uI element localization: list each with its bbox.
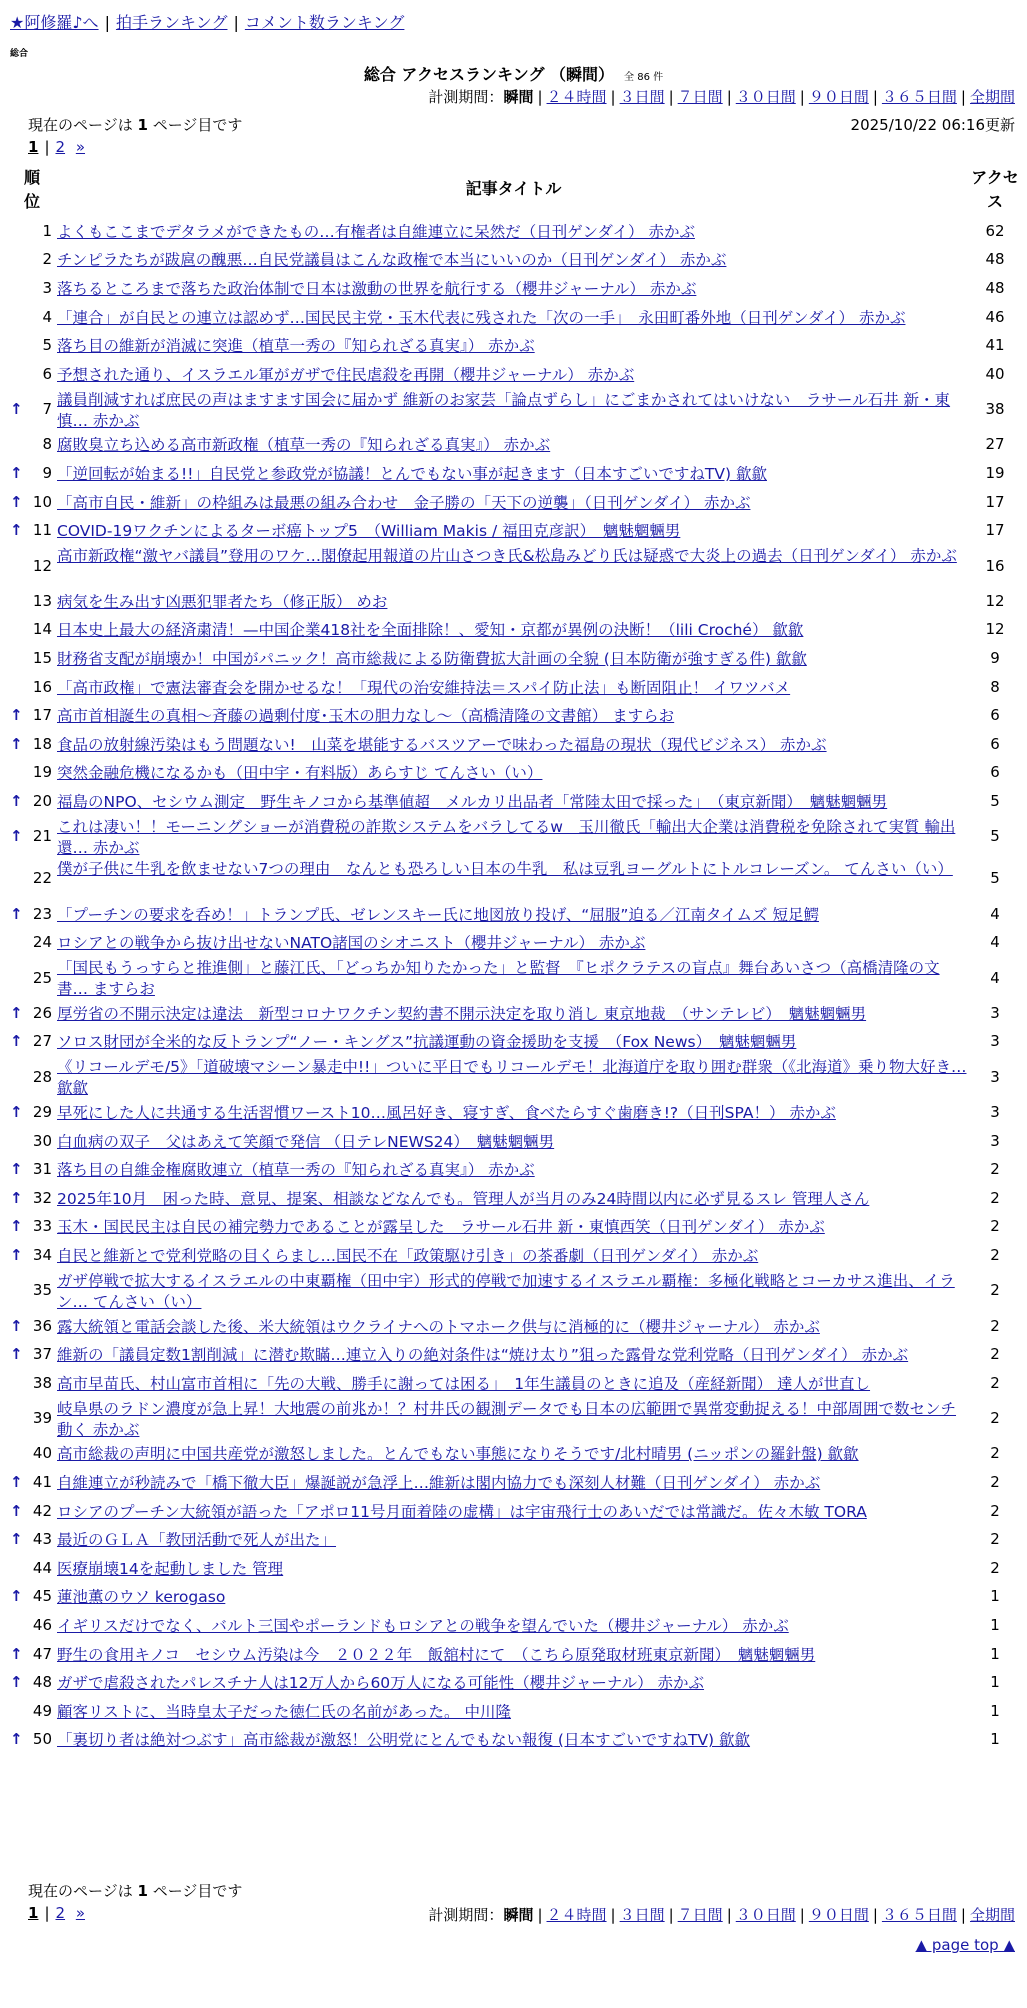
ranking-title: 総合 アクセスランキング （瞬間） — [363, 65, 615, 84]
rank-number: 26 — [32, 1003, 52, 1022]
access-count: 6 — [990, 734, 1000, 753]
access-count: 41 — [985, 336, 1005, 355]
access-count: 1 — [990, 1673, 1000, 1692]
table-row — [0, 958, 1027, 1000]
access-count: 17 — [985, 521, 1005, 540]
article-title-link[interactable]: 2025年10月 困った時、意見、提案、相談などなんでも。管理人が当月のみ24時間以内に必ず見るスレ 管理人さん — [57, 1189, 870, 1208]
table-row — [0, 1727, 1027, 1756]
up-arrow-icon: ↑ — [10, 1032, 23, 1051]
period-separator: | — [960, 1906, 966, 1924]
period-option[interactable]: ９０日間 — [808, 88, 869, 106]
rank-number: 47 — [32, 1644, 52, 1663]
table-row — [0, 1271, 1027, 1313]
article-title-link[interactable]: ガザで虐殺されたパレスチナ人は12万人から60万人になる可能性（櫻井ジャーナル） 赤かぶ — [57, 1674, 705, 1693]
page-title — [0, 62, 1027, 85]
rank-number: 30 — [32, 1131, 52, 1150]
rank-number: 5 — [42, 336, 52, 355]
table-row — [0, 1370, 1027, 1399]
rank-number: 38 — [32, 1373, 52, 1392]
article-title-link[interactable]: チンピラたちが跋扈の醜悪…自民党議員はこんな政権で本当にいいのか（日刊ゲンダイ） 赤かぶ — [57, 251, 727, 270]
table-row — [0, 517, 1027, 546]
rank-number: 46 — [32, 1615, 52, 1634]
access-count: 2 — [990, 1345, 1000, 1364]
rank-number: 34 — [32, 1245, 52, 1264]
rank-number: 23 — [32, 904, 52, 923]
table-row — [0, 1341, 1027, 1370]
article-title-link[interactable]: 玉木・国民民主は自民の補完勢力であることが露呈した ラサール石井 新・東慎西笑（日刊ゲンダイ） 赤かぶ — [57, 1218, 825, 1237]
up-arrow-icon: ↑ — [10, 1316, 23, 1335]
access-count: 2 — [990, 1281, 1000, 1300]
table-row — [0, 218, 1027, 247]
access-count: 38 — [985, 400, 1005, 419]
rank-number: 15 — [32, 648, 52, 667]
table-row — [0, 1099, 1027, 1128]
access-count: 4 — [990, 904, 1000, 923]
access-count: 6 — [990, 763, 1000, 782]
column-access-header: アクセス — [971, 168, 1019, 211]
table-row — [0, 788, 1027, 817]
period-label: 計測期間： — [428, 1906, 504, 1924]
period-separator: | — [610, 1906, 616, 1924]
rank-number: 17 — [32, 706, 52, 725]
up-arrow-icon: ↑ — [10, 734, 23, 753]
pager-current-page: 1 — [28, 138, 39, 156]
article-title-link[interactable]: 腐敗臭立ち込める高市新政権（植草一秀の『知られざる真実』） 赤かぶ — [57, 436, 551, 455]
table-row — [0, 1029, 1027, 1058]
period-option[interactable]: ７日間 — [677, 88, 723, 106]
rank-number: 42 — [32, 1501, 52, 1520]
access-count: 5 — [990, 869, 1000, 888]
period-separator: | — [726, 1906, 732, 1924]
article-title-link[interactable]: ソロス財団が全米的な反トランプ“ノー・キングス”抗議運動の資金援助を支援 （Fox News） 魑魅魍魎男 — [57, 1033, 797, 1052]
table-row — [0, 1441, 1027, 1470]
up-arrow-icon: ↑ — [10, 1160, 23, 1179]
article-title-link[interactable]: イギリスだけでなく、バルト三国やポーランドもロシアとの戦争を望んでいた（櫻井ジャーナル） 赤かぶ — [57, 1616, 789, 1635]
period-label: 計測期間： — [428, 88, 504, 106]
table-row — [0, 247, 1027, 276]
article-title-link[interactable]: よくもここまでデタラメができたもの…有権者は自維連立に呆然だ（日刊ゲンダイ） 赤かぶ — [57, 222, 695, 241]
table-row — [0, 1669, 1027, 1698]
rank-number: 21 — [32, 827, 52, 846]
up-arrow-icon: ↑ — [10, 1102, 23, 1121]
access-count: 2 — [990, 1245, 1000, 1264]
table-row — [0, 1469, 1027, 1498]
column-title-header: 記事タイトル — [465, 179, 562, 198]
article-title-link[interactable]: 議員削減すれば庶民の声はますます国会に届かず 維新のお家芸「論点ずらし」にごまかされてはいけない ラサール石井 新・東慎… 赤かぶ — [57, 390, 951, 430]
period-separator: | — [799, 1906, 805, 1924]
access-count: 2 — [990, 1316, 1000, 1335]
access-count: 2 — [990, 1409, 1000, 1428]
access-count: 2 — [990, 1188, 1000, 1207]
applause-ranking-link[interactable]: 拍手ランキング — [115, 13, 228, 32]
access-count: 1 — [990, 1615, 1000, 1634]
access-count: 40 — [985, 364, 1005, 383]
article-title-link[interactable]: 落ち目の自維金権腐敗連立（植草一秀の『知られざる真実』） 赤かぶ — [57, 1161, 535, 1180]
access-count: 4 — [990, 968, 1000, 987]
pager-page-2[interactable]: 2 — [55, 1904, 66, 1922]
period-option[interactable]: ９０日間 — [808, 1906, 869, 1924]
period-option[interactable]: ７日間 — [677, 1906, 723, 1924]
rank-number: 9 — [42, 463, 52, 482]
up-arrow-icon: ↑ — [10, 492, 23, 511]
pager-separator: | — [44, 138, 50, 156]
period-current: 瞬間 — [503, 1906, 534, 1924]
table-row — [0, 1498, 1027, 1527]
table-row — [0, 1399, 1027, 1441]
current-page-prefix: 現在のページは — [28, 1882, 133, 1900]
up-arrow-icon: ↑ — [10, 1003, 23, 1022]
article-title-link[interactable]: 白血病の双子 父はあえて笑顔で発信 （日テレNEWS24） 魑魅魍魎男 — [57, 1132, 555, 1151]
article-title-link[interactable]: 突然金融危機になるかも（田中宇・有料版）あらすじ てんさい（い） — [57, 764, 543, 783]
table-row — [0, 760, 1027, 789]
current-page-number: 1 — [137, 116, 148, 134]
rank-number: 50 — [32, 1730, 52, 1749]
article-title-link[interactable]: 僕が子供に牛乳を飲ませない7つの理由 なんとも恐ろしい日本の牛乳 私は豆乳ヨーグルトにトルコレーズン。 てんさい（い） — [57, 859, 953, 878]
rank-number: 43 — [32, 1530, 52, 1549]
period-option[interactable]: ２４時間 — [546, 88, 607, 106]
access-count: 48 — [985, 278, 1005, 297]
period-separator: | — [537, 88, 543, 106]
up-arrow-icon: ↑ — [10, 1530, 23, 1549]
up-arrow-icon: ↑ — [10, 1644, 23, 1663]
current-page-suffix: ページ目です — [152, 116, 243, 134]
rank-number: 35 — [32, 1281, 52, 1300]
up-arrow-icon: ↑ — [10, 706, 23, 725]
table-row — [0, 1526, 1027, 1555]
rank-number: 28 — [32, 1067, 52, 1086]
period-option[interactable]: ３６５日間 — [881, 88, 957, 106]
period-option[interactable]: ３０日間 — [735, 88, 796, 106]
access-count: 2 — [990, 1160, 1000, 1179]
rank-number: 40 — [32, 1444, 52, 1463]
up-arrow-icon: ↑ — [10, 827, 23, 846]
access-count: 2 — [990, 1530, 1000, 1549]
up-arrow-icon: ↑ — [10, 1345, 23, 1364]
access-count: 46 — [985, 307, 1005, 326]
rank-number: 39 — [32, 1409, 52, 1428]
article-title-link[interactable]: 蓮池薫のウソ kerogaso — [57, 1588, 226, 1607]
article-title-link[interactable]: 福島のNPO、セシウム測定 野生キノコから基準値超 メルカリ出品者「常陸太田で採った」 （東京新聞） 魑魅魍魎男 — [57, 792, 888, 811]
table-row — [0, 1242, 1027, 1271]
access-count: 2 — [990, 1558, 1000, 1577]
access-count: 1 — [990, 1701, 1000, 1720]
column-rank-header: 順位 — [23, 168, 40, 211]
article-title-link[interactable]: 厚労省の不開示決定は違法 新型コロナワクチン契約書不開示決定を取り消し 東京地裁 （サンテレビ） 魑魅魍魎男 — [57, 1004, 867, 1023]
article-title-link[interactable]: 「高市自民・維新」の枠組みは最悪の組み合わせ 金子勝の「天下の逆襲」（日刊ゲンダイ） 赤かぶ — [57, 493, 751, 512]
home-link[interactable]: ★阿修羅♪へ — [10, 13, 99, 32]
up-arrow-icon: ↑ — [10, 1673, 23, 1692]
article-title-link[interactable]: 露大統領と電話会談した後、米大統領はウクライナへのトマホーク供与に消極的に（櫻井ジャーナル） 赤かぶ — [57, 1317, 820, 1336]
up-arrow-icon: ↑ — [10, 1472, 23, 1491]
up-arrow-icon: ↑ — [10, 1587, 23, 1606]
rank-number: 48 — [32, 1673, 52, 1692]
period-current: 瞬間 — [503, 88, 534, 106]
table-row — [0, 859, 1027, 901]
table-row — [0, 390, 1027, 432]
article-title-link[interactable]: ガザ停戦で拡大するイスラエルの中東覇権（田中宇）形式的停戦で加速するイスラエル覇権：多極化戦略とコーカサス進出、イラン… てんさい（い） — [57, 1271, 955, 1311]
rank-number: 25 — [32, 968, 52, 987]
article-title-link[interactable]: これは凄い！！モーニングショーが消費税の詐欺システムをバラしてるw 玉川徹氏「輸出大企業は消費税を免除されて実質 輸出還… 赤かぶ — [57, 817, 956, 857]
period-option[interactable]: ３０日間 — [735, 1906, 796, 1924]
article-title-link[interactable]: 落ちるところまで落ちた政治体制で日本は激動の世界を航行する（櫻井ジャーナル） 赤かぶ — [57, 279, 697, 298]
table-row — [0, 617, 1027, 646]
article-title-link[interactable]: 高市総裁の声明に中国共産党が激怒しました。とんでもない事態になりそうです/北村晴男 (ニッポンの羅針盤) 歙歙 — [57, 1445, 859, 1464]
rank-number: 7 — [42, 400, 52, 419]
article-title-link[interactable]: 「裏切り者は絶対つぶす」高市総裁が激怒！公明党にとんでもない報復 (日本すごいですねTV) 歙歙 — [57, 1731, 751, 1750]
up-arrow-icon: ↑ — [10, 1217, 23, 1236]
article-title-link[interactable]: 早死にした人に共通する生活習慣ワースト10…風呂好き、寝すぎ、食べたらすぐ歯磨き!?（日刊SPA！） 赤かぶ — [57, 1103, 836, 1122]
up-arrow-icon: ↑ — [10, 1501, 23, 1520]
table-row — [0, 1185, 1027, 1214]
up-arrow-icon: ↑ — [10, 1188, 23, 1207]
article-title-link[interactable]: 最近のＧＬＡ「教団活動で死人が出た」 — [57, 1531, 337, 1550]
total-count: 全 86 件 — [624, 72, 664, 83]
up-arrow-icon: ↑ — [10, 400, 23, 419]
access-count: 27 — [985, 435, 1005, 454]
article-title-link[interactable]: 食品の放射線汚染はもう問題ない! 山菜を堪能するバスツアーで味わった福島の現状（現代ビジネス） 赤かぶ — [57, 735, 827, 754]
rank-number: 2 — [42, 250, 52, 269]
article-title-link[interactable]: 顧客リストに、当時皇太子だった徳仁氏の名前があった。 中川隆 — [57, 1702, 511, 1721]
nav-separator: | — [104, 13, 110, 32]
period-selector-bottom — [428, 1904, 1015, 1925]
access-count: 4 — [990, 933, 1000, 952]
access-count: 3 — [990, 1003, 1000, 1022]
access-count: 1 — [990, 1644, 1000, 1663]
table-row — [0, 645, 1027, 674]
rank-number: 18 — [32, 734, 52, 753]
access-count: 1 — [990, 1730, 1000, 1749]
access-count: 2 — [990, 1217, 1000, 1236]
article-title-link[interactable]: ロシアとの戦争から抜け出せないNATO諸国のシオニスト（櫻井ジャーナル） 赤かぶ — [57, 934, 646, 953]
article-title-link[interactable]: 岐阜県のラドン濃度が急上昇！大地震の前兆か！？村井氏の観測データでも日本の広範囲で異常変動捉える！中部周囲で数センチ動く 赤かぶ — [57, 1399, 957, 1439]
period-separator: | — [726, 88, 732, 106]
access-count: 12 — [985, 591, 1005, 610]
rank-number: 6 — [42, 364, 52, 383]
nav-separator: | — [233, 13, 239, 32]
period-option[interactable]: 全期間 — [969, 88, 1015, 106]
article-title-link[interactable]: 病気を生み出す凶悪犯罪者たち（修正版） めお — [57, 592, 388, 611]
table-row — [0, 817, 1027, 859]
table-row — [0, 304, 1027, 333]
access-count: 8 — [990, 677, 1000, 696]
access-count: 2 — [990, 1472, 1000, 1491]
up-arrow-icon: ↑ — [10, 791, 23, 810]
rank-number: 1 — [42, 221, 52, 240]
table-row — [0, 332, 1027, 361]
access-count: 9 — [990, 648, 1000, 667]
period-separator: | — [872, 1906, 878, 1924]
table-row — [0, 361, 1027, 390]
rank-number: 29 — [32, 1102, 52, 1121]
article-title-link[interactable]: 「連合」が自民との連立は認めず…国民民主党・玉木代表に残された「次の一手」 永田町番外地（日刊ゲンダイ） 赤かぶ — [57, 308, 906, 327]
rank-number: 13 — [32, 591, 52, 610]
article-title-link[interactable]: 自民と維新とで党利党略の目くらまし…国民不在「政策駆け引き」の茶番劇（日刊ゲンダイ） 赤かぶ — [57, 1246, 759, 1265]
table-row — [0, 432, 1027, 461]
rank-number: 41 — [32, 1472, 52, 1491]
up-arrow-icon: ↑ — [10, 904, 23, 923]
rank-number: 27 — [32, 1032, 52, 1051]
access-count: 5 — [990, 791, 1000, 810]
comment-ranking-link[interactable]: コメント数ランキング — [244, 13, 405, 32]
rank-number: 33 — [32, 1217, 52, 1236]
category-label: 総合 — [10, 49, 29, 59]
table-row — [0, 275, 1027, 304]
article-title-link[interactable]: COVID-19ワクチンによるターボ癌トップ5 （William Makis / 福田克彦訳） 魑魅魍魎男 — [57, 522, 681, 541]
article-title-link[interactable]: 「プーチンの要求を呑め！」トランプ氏、ゼレンスキー氏に地図放り投げ、“屈服”迫る／江南タイムズ 短足鰐 — [57, 905, 819, 924]
article-title-link[interactable]: 高市新政権“激ヤバ議員”登用のワケ…閣僚起用報道の片山さつき氏&松島みどり氏は疑惑で大炎上の過去（日刊ゲンダイ） 赤かぶ — [57, 547, 957, 565]
rank-number: 36 — [32, 1316, 52, 1335]
access-count: 12 — [985, 620, 1005, 639]
rank-number: 14 — [32, 620, 52, 639]
up-arrow-icon: ↑ — [10, 1245, 23, 1264]
access-count: 3 — [990, 1102, 1000, 1121]
article-title-link[interactable]: 予想された通り、イスラエル軍がガザで住民虐殺を再開（櫻井ジャーナル） 赤かぶ — [57, 365, 635, 384]
rank-number: 45 — [32, 1587, 52, 1606]
pager-next-link[interactable]: » — [75, 138, 86, 156]
rank-number: 32 — [32, 1188, 52, 1207]
table-row — [0, 1000, 1027, 1029]
pager-next-link[interactable]: » — [75, 1904, 86, 1922]
article-title-link[interactable]: 野生の食用キノコ セシウム汚染は今 ２０２２年 飯舘村にて （こちら原発取材班東京新聞） 魑魅魍魎男 — [57, 1645, 816, 1664]
article-title-link[interactable]: 「国民もうっすらと推進側」と藤江氏、「どっちか知りたかった」と監督 『ヒポクラテスの盲点』舞台あいさつ（高橋清隆の文書… ますらお — [57, 959, 940, 998]
rank-number: 19 — [32, 763, 52, 782]
pager-page-2[interactable]: 2 — [55, 138, 66, 156]
access-count: 5 — [990, 827, 1000, 846]
period-separator: | — [668, 1906, 674, 1924]
article-title-link[interactable]: 維新の「議員定数1割削減」に潜む欺瞞…連立入りの絶対条件は“焼け太り”狙った露骨な党利党略（日刊ゲンダイ） 赤かぶ — [57, 1346, 909, 1365]
table-row — [0, 674, 1027, 703]
article-title-link[interactable]: 高市早苗氏、村山富市首相に「先の大戦、勝手に謝っては困る」 1年生議員のときに追及（産経新聞） 達人が世直し — [57, 1374, 871, 1393]
period-separator: | — [799, 88, 805, 106]
access-count: 2 — [990, 1501, 1000, 1520]
table-row — [0, 546, 1027, 588]
table-row — [0, 1698, 1027, 1727]
access-count: 62 — [985, 221, 1005, 240]
access-count: 1 — [990, 1587, 1000, 1606]
rank-number: 31 — [32, 1160, 52, 1179]
period-option[interactable]: ３日間 — [619, 1906, 665, 1924]
rank-number: 3 — [42, 278, 52, 297]
access-count: 16 — [985, 556, 1005, 575]
table-row — [0, 489, 1027, 518]
rank-number: 4 — [42, 307, 52, 326]
rank-number: 44 — [32, 1558, 52, 1577]
rank-number: 37 — [32, 1345, 52, 1364]
access-count: 2 — [990, 1444, 1000, 1463]
current-page-number: 1 — [137, 1882, 148, 1900]
table-row — [0, 1584, 1027, 1613]
rank-number: 11 — [32, 521, 52, 540]
period-option[interactable]: ２４時間 — [546, 1906, 607, 1924]
article-title-link[interactable]: 日本史上最大の経済粛清！—中国企業418社を全面排除！、愛知・京都が異例の決断！（lili Croché） 歙歙 — [57, 621, 804, 640]
rank-number: 10 — [32, 492, 52, 511]
period-separator: | — [872, 88, 878, 106]
table-row — [0, 1313, 1027, 1342]
access-count: 48 — [985, 250, 1005, 269]
up-arrow-icon: ↑ — [10, 463, 23, 482]
access-count: 3 — [990, 1131, 1000, 1150]
rank-number: 49 — [32, 1701, 52, 1720]
article-title-link[interactable]: 財務省支配が崩壊か！中国がパニック！高市総裁による防衛費拡大計画の全貌 (日本防衛が強すぎる件) 歙歙 — [57, 649, 807, 668]
access-count: 3 — [990, 1067, 1000, 1086]
access-count: 19 — [985, 463, 1005, 482]
table-row — [0, 731, 1027, 760]
current-page-info-bottom — [28, 1880, 242, 1901]
table-row — [0, 1555, 1027, 1584]
article-title-link[interactable]: 落ち目の維新が消滅に突進（植草一秀の『知られざる真実』） 赤かぶ — [57, 337, 535, 356]
article-title-link[interactable]: 《リコールデモ/5》「道破壊マシーン暴走中!!」ついに平日でもリコールデモ！北海道庁を取り囲む群衆（《北海道》乗り物大好き… 歙歙 — [57, 1058, 967, 1098]
pager-top — [28, 138, 85, 156]
access-count: 2 — [990, 1373, 1000, 1392]
access-count: 6 — [990, 706, 1000, 725]
table-row — [0, 1057, 1027, 1099]
article-title-link[interactable]: 「逆回転が始まる!!」自民党と参政党が協議！とんでもない事が起きます（日本すごいですねTV) 歙歙 — [57, 464, 767, 483]
rank-number: 22 — [32, 869, 52, 888]
table-row — [0, 460, 1027, 489]
current-page-suffix: ページ目です — [152, 1882, 243, 1900]
period-separator: | — [610, 88, 616, 106]
top-nav — [10, 10, 404, 33]
article-title-link[interactable]: 高市首相誕生の真相〜斉藤の過剰付度･玉木の胆力なし〜（高橋清隆の文書館） ますらお — [57, 707, 675, 726]
period-selector-top — [428, 86, 1015, 107]
table-row — [0, 1128, 1027, 1157]
rank-number: 16 — [32, 677, 52, 696]
period-option[interactable]: 全期間 — [969, 1906, 1015, 1924]
article-title-link[interactable]: 医療崩壊14を起動しました 管理 — [57, 1559, 284, 1578]
article-title-link[interactable]: 自維連立が秒読みで「橋下徹大臣」爆誕説が急浮上…維新は閣内協力でも深刻人材難（日刊ゲンダイ） 赤かぶ — [57, 1473, 821, 1492]
rank-number: 20 — [32, 791, 52, 810]
rank-number: 12 — [32, 556, 52, 575]
current-page-info-top — [28, 114, 242, 135]
rank-number: 24 — [32, 933, 52, 952]
period-option[interactable]: ３６５日間 — [881, 1906, 957, 1924]
access-count: 17 — [985, 492, 1005, 511]
pager-separator: | — [44, 1904, 50, 1922]
table-header — [0, 160, 1027, 218]
pager-bottom — [28, 1904, 85, 1922]
article-title-link[interactable]: ロシアのプーチン大統領が語った「アポロ11号月面着陸の虚構」は宇宙飛行士のあいだでは常識だ。佐々木敏 TORA — [57, 1502, 867, 1521]
table-row — [0, 1214, 1027, 1243]
access-count: 3 — [990, 1032, 1000, 1051]
page-top-link[interactable]: ▲ page top ▲ — [915, 1936, 1015, 1954]
up-arrow-icon: ↑ — [10, 521, 23, 540]
period-option[interactable]: ３日間 — [619, 88, 665, 106]
period-separator: | — [960, 88, 966, 106]
table-row — [0, 1641, 1027, 1670]
rank-number: 8 — [42, 435, 52, 454]
table-row — [0, 1156, 1027, 1185]
period-separator: | — [537, 1906, 543, 1924]
table-row — [0, 901, 1027, 930]
pager-current-page: 1 — [28, 1904, 39, 1922]
updated-timestamp: 2025/10/22 06:16更新 — [850, 116, 1015, 134]
current-page-prefix: 現在のページは — [28, 116, 133, 134]
table-row — [0, 702, 1027, 731]
article-title-link[interactable]: 「高市政権」で憲法審査会を開かせるな！「現代の治安維持法＝スパイ防止法」も断固阻止！ イワツバメ — [57, 678, 791, 697]
table-row — [0, 929, 1027, 958]
period-separator: | — [668, 88, 674, 106]
up-arrow-icon: ↑ — [10, 1730, 23, 1749]
table-row — [0, 1612, 1027, 1641]
table-row — [0, 588, 1027, 617]
